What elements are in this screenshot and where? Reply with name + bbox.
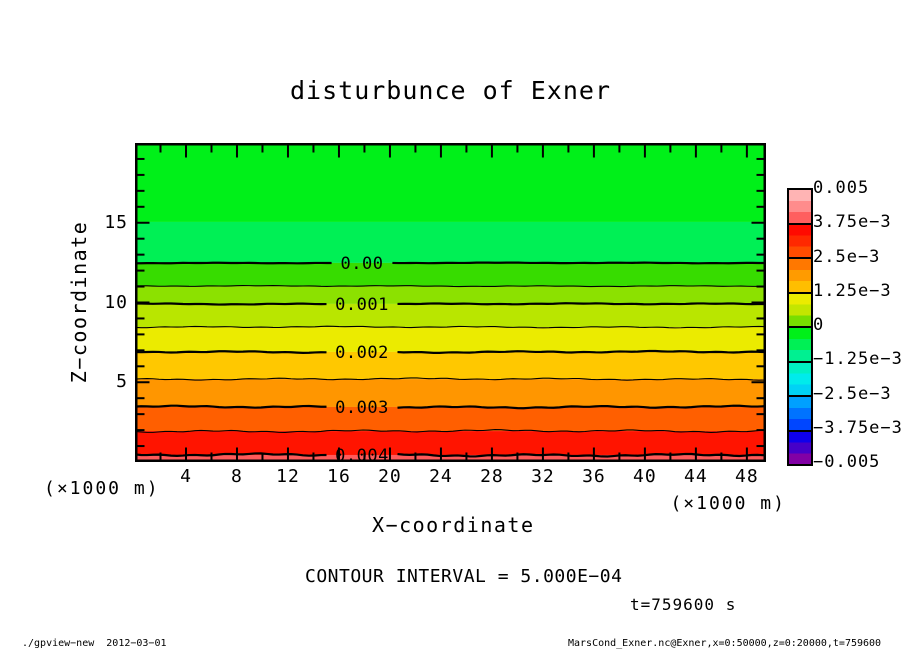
colorbar-tick-label: −1.25e−3: [813, 349, 903, 370]
contour-interval-text: CONTOUR INTERVAL = 5.000E−04: [305, 566, 623, 587]
x-tick-label: 16: [327, 466, 351, 487]
contour-band: [135, 286, 766, 304]
x-tick-label: 28: [480, 466, 504, 487]
x-tick-label: 24: [429, 466, 453, 487]
z-tick-label: 5: [116, 371, 128, 393]
footer-command-text: ./gpview−new 2012−03−01: [22, 638, 167, 649]
colorbar: [787, 188, 813, 466]
time-annotation: t=759600 s: [630, 595, 737, 614]
contour-label: 0.004: [335, 446, 389, 462]
contour-label: 0.00: [340, 253, 384, 274]
contour-line: [135, 263, 332, 264]
colorbar-tick-label: −0.005: [813, 452, 881, 472]
colorbar-tick-label: 3.75e−3: [813, 212, 892, 233]
colorbar-tick-label: 0.005: [813, 178, 870, 198]
x-tick-label: 20: [378, 466, 402, 487]
contour-line: [398, 351, 767, 353]
footer-source-text: MarsCond_Exner.nc@Exner,x=0:50000,z=0:20000,t=759600: [568, 638, 882, 649]
contour-label: 0.001: [335, 294, 389, 315]
colorbar-block: [789, 326, 811, 361]
colorbar-tick-label: −2.5e−3: [813, 383, 892, 404]
x-tick-label: 12: [276, 466, 300, 487]
colorbar-block: [789, 190, 811, 223]
x-tick-label: 44: [684, 466, 708, 487]
contour-band: [135, 352, 766, 379]
colorbar-block: [789, 292, 811, 327]
contour-plot-area: [135, 143, 766, 462]
colorbar-tick-label: −3.75e−3: [813, 417, 903, 438]
colorbar-block: [789, 257, 811, 292]
x-tick-label: 40: [633, 466, 657, 487]
x-tick-label: 4: [180, 466, 192, 487]
z-tick-label: 15: [104, 211, 128, 233]
contour-band: [135, 431, 766, 455]
page-title: disturbunce of Exner: [289, 76, 612, 105]
contour-line: [392, 263, 766, 264]
contour-band: [135, 327, 766, 352]
colorbar-block: [789, 361, 811, 396]
contour-band: [135, 379, 766, 407]
colorbar-tick-label: 2.5e−3: [813, 246, 881, 267]
x-tick-label: 8: [231, 466, 243, 487]
x-tick-label: 36: [582, 466, 606, 487]
contour-band: [135, 407, 766, 431]
contour-label: 0.003: [335, 398, 389, 418]
colorbar-tick-label: 1.25e−3: [813, 280, 892, 301]
contour-plot-svg: [135, 143, 766, 462]
colorbar-block: [789, 395, 811, 430]
contour-label: 0.002: [335, 342, 389, 363]
contour-line: [135, 303, 327, 304]
contour-band: [135, 263, 766, 286]
contour-band: [135, 304, 766, 327]
z-axis-label: Z−coordinate: [67, 220, 91, 384]
x-axis-label: X−coordinate: [372, 513, 535, 537]
contour-band: [135, 143, 766, 222]
x-tick-label: 48: [735, 466, 759, 487]
contour-band: [135, 222, 766, 263]
contour-line: [398, 303, 767, 304]
colorbar-block: [789, 223, 811, 258]
x-tick-label: 32: [531, 466, 555, 487]
colorbar-tick-label: 0: [813, 315, 825, 335]
x-axis-unit: (×1000 m): [670, 493, 786, 514]
z-axis-unit: (×1000 m): [44, 478, 160, 499]
z-tick-label: 10: [104, 291, 128, 313]
colorbar-block: [789, 430, 811, 465]
